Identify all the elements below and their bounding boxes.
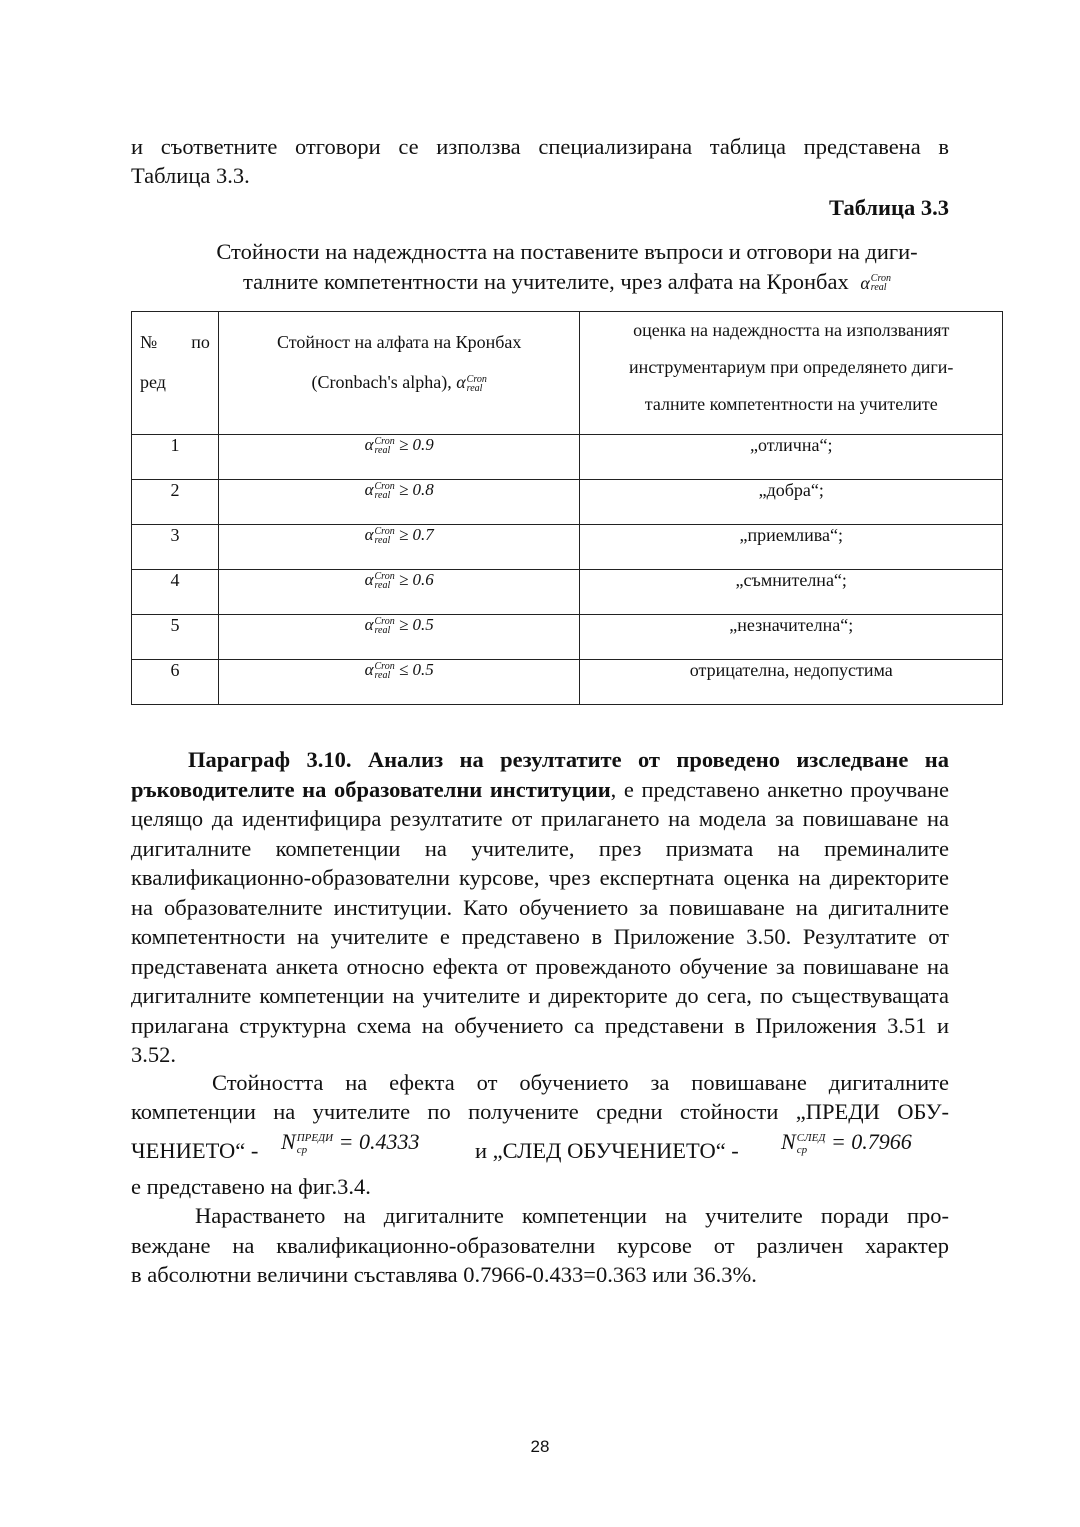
row-condition xyxy=(218,525,580,570)
effect-line-2: компетенции на учителите по получените средни стойности „ПРЕДИ ОБУ- xyxy=(131,1099,949,1124)
row-alpha-symbol: α xyxy=(364,525,374,544)
row-condition-value: ≤ 0.5 xyxy=(398,660,434,679)
row-condition-value: ≥ 0.9 xyxy=(398,435,434,454)
row-alpha-sup: Cron xyxy=(374,481,395,493)
table-row xyxy=(132,615,1003,660)
row-alpha-sub: real xyxy=(374,580,391,592)
row-alpha-sup: Cron xyxy=(374,616,395,628)
effect-before-label: ЧЕНИЕТО“ - xyxy=(131,1138,259,1163)
header-alpha-scripts xyxy=(467,375,487,393)
section-body: , е представено анкетно проучване целящо да идентифицира резултатите от прилагането на модела за повишаване на дигиталните компетенции на учителите, през призмата на преминалите квалификационно-образователни курсове, чрез експертната оценка на директорите на образователните институции. Като обучението за повишаване на дигиталните компетентности на учителите е представено в Приложение 3.50. Резултатите от представената анкета относно ефекта от провежданото обучение за повишаване на дигиталните компетенции на учителите и директорите до сега, по съществуващата прилагана структурна схема на обучението са представени в Приложения 3.51 и 3.52. xyxy=(131,776,949,1067)
row-condition-value: ≥ 0.5 xyxy=(398,615,434,634)
row-alpha-sup: Cron xyxy=(374,571,395,583)
header-reliability xyxy=(580,312,1003,435)
caption-line-1: Стойности на надеждността на поставените въпроси и отговори на диги- xyxy=(216,239,918,264)
row-condition-value: ≥ 0.8 xyxy=(398,480,434,499)
row-number: 5 xyxy=(132,615,219,660)
row-rating: „добра“; xyxy=(580,480,1003,525)
row-alpha-sub: real xyxy=(374,670,391,682)
row-alpha-sub: real xyxy=(374,490,391,502)
row-alpha-scripts xyxy=(375,527,395,545)
row-alpha-sub: real xyxy=(374,445,391,457)
effect-line-4: е представено на фиг.3.4. xyxy=(131,1174,371,1199)
intro-line-1: и съответните отговори се използва специализирана таблица представена в xyxy=(131,134,949,159)
effect-line-3 xyxy=(131,1127,949,1169)
row-condition xyxy=(218,570,580,615)
after-symbol: N xyxy=(781,1129,796,1154)
row-condition-value: ≥ 0.7 xyxy=(398,525,434,544)
row-number: 4 xyxy=(132,570,219,615)
row-rating: „приемлива“; xyxy=(580,525,1003,570)
row-alpha-symbol: α xyxy=(364,480,374,499)
row-alpha-symbol: α xyxy=(364,435,374,454)
row-number: 6 xyxy=(132,660,219,705)
effect-after-label: и „СЛЕД ОБУЧЕНИЕТО“ - xyxy=(475,1138,739,1163)
row-number: 3 xyxy=(132,525,219,570)
intro-line-2: Таблица 3.3. xyxy=(131,163,250,188)
row-alpha-sup: Cron xyxy=(374,436,395,448)
header-alpha-line-1: Стойност на алфата на Кронбах xyxy=(277,332,522,352)
table-header-row xyxy=(132,312,1003,435)
header-no-sign: № xyxy=(140,332,158,352)
caption-line-2-text: талните компетентности на учителите, чрез алфата на Кронбах xyxy=(243,268,849,294)
row-number: 1 xyxy=(132,435,219,480)
row-rating: „незначителна“; xyxy=(580,615,1003,660)
reliability-table xyxy=(131,311,1003,705)
growth-line-2: веждане на квалификационно-образователни курсове от различен характер xyxy=(131,1233,949,1258)
table-row xyxy=(132,480,1003,525)
before-scripts xyxy=(297,1132,333,1156)
header-po: по xyxy=(191,332,210,352)
row-condition-value: ≥ 0.6 xyxy=(398,570,434,589)
effect-before-formula xyxy=(281,1127,420,1157)
before-sub: ср xyxy=(296,1143,308,1156)
row-alpha-scripts xyxy=(375,482,395,500)
header-reliability-line-2: инструментариум при определянето диги- xyxy=(629,357,954,377)
row-condition xyxy=(218,660,580,705)
row-alpha-symbol: α xyxy=(364,615,374,634)
header-alpha-sup: Cron xyxy=(466,373,487,385)
header-alpha-line-2 xyxy=(227,362,572,402)
effect-line-1: Стойността на ефекта от обучението за повишаване дигиталните xyxy=(212,1070,949,1095)
alpha-sup: Cron xyxy=(870,273,891,285)
header-alpha-value xyxy=(218,312,580,435)
row-rating: „отлична“; xyxy=(580,435,1003,480)
row-alpha-symbol: α xyxy=(364,570,374,589)
section-paragraph xyxy=(131,745,949,1070)
row-rating: „съмнителна“; xyxy=(580,570,1003,615)
row-alpha-scripts xyxy=(375,662,395,680)
header-reliability-line-3: талните компетентности на учителите xyxy=(644,394,938,414)
row-condition xyxy=(218,435,580,480)
header-reliability-line-1: оценка на надеждността на използваният xyxy=(633,320,950,340)
header-alpha-sub: real xyxy=(466,382,483,394)
row-alpha-symbol: α xyxy=(364,660,374,679)
header-red: ред xyxy=(140,372,166,392)
row-alpha-sup: Cron xyxy=(374,526,395,538)
table-row xyxy=(132,435,1003,480)
after-value: = 0.7966 xyxy=(830,1129,912,1154)
after-sub: ср xyxy=(796,1143,808,1156)
row-alpha-scripts xyxy=(375,437,395,455)
header-number xyxy=(132,312,219,435)
section-heading: Параграф 3.10. Анализ на резултатите от проведено изследване на ръководителите на образователни институции xyxy=(131,747,949,802)
before-value: = 0.4333 xyxy=(338,1129,420,1154)
row-alpha-sub: real xyxy=(374,625,391,637)
effect-after-formula xyxy=(781,1127,912,1157)
table-row xyxy=(132,525,1003,570)
header-alpha-line-2-text: (Cronbach's alpha), xyxy=(311,372,452,392)
page-number: 28 xyxy=(530,1437,550,1456)
row-condition xyxy=(218,615,580,660)
header-alpha-symbol: α xyxy=(456,372,466,392)
alpha-sub: real xyxy=(870,282,887,294)
before-symbol: N xyxy=(281,1129,296,1154)
after-sup: СЛЕД xyxy=(796,1131,826,1144)
after-scripts xyxy=(797,1132,826,1156)
row-number: 2 xyxy=(132,480,219,525)
row-alpha-scripts xyxy=(375,572,395,590)
row-alpha-sup: Cron xyxy=(374,661,395,673)
before-sup: ПРЕДИ xyxy=(296,1131,334,1144)
table-row xyxy=(132,570,1003,615)
table-caption xyxy=(131,237,1003,298)
row-rating: отрицателна, недопустима xyxy=(580,660,1003,705)
alpha-symbol: α xyxy=(860,272,870,293)
alpha-scripts xyxy=(871,274,891,292)
growth-line-1: Нарастването на дигиталните компетенции на учителите поради про- xyxy=(195,1203,949,1228)
row-alpha-scripts xyxy=(375,617,395,635)
row-alpha-sub: real xyxy=(374,535,391,547)
table-label: Таблица 3.3 xyxy=(829,195,949,220)
caption-line-2 xyxy=(131,267,1003,299)
table-row xyxy=(132,660,1003,705)
growth-line-3: в абсолютни величини съставлява 0.7966-0.433=0.363 или 36.3%. xyxy=(131,1262,757,1287)
row-condition xyxy=(218,480,580,525)
